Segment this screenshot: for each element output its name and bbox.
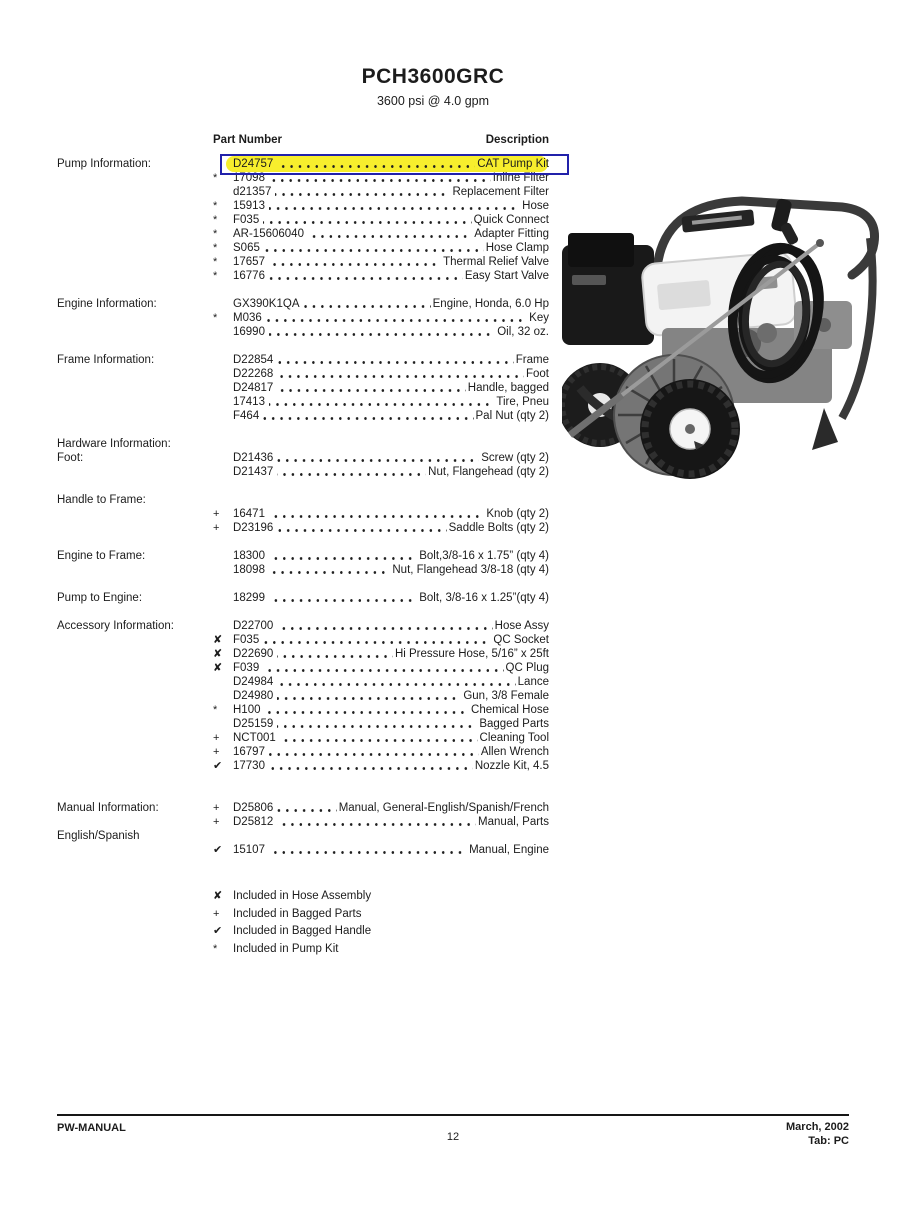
- part-row: [213, 717, 549, 731]
- part-row: [213, 171, 549, 185]
- part-description: Bolt, 3/8-16 x 1.25”(qty 4): [419, 592, 549, 604]
- part-row: [213, 703, 549, 717]
- dot-leader: [277, 165, 475, 168]
- part-number: GX390K1QA: [233, 298, 300, 310]
- section-rows: [213, 549, 549, 577]
- part-row: [213, 759, 549, 773]
- legend-row: [213, 942, 549, 960]
- dot-leader: [269, 515, 484, 518]
- part-row: [213, 395, 549, 409]
- part-number: M036: [233, 312, 262, 324]
- parts-section: [57, 493, 549, 535]
- section-label: Foot:: [57, 452, 84, 464]
- part-description: QC Plug: [505, 662, 549, 674]
- part-row: [213, 675, 549, 689]
- part-description: Nozzle Kit, 4.5: [474, 760, 549, 772]
- part-description: Gun, 3/8 Female: [463, 690, 549, 702]
- row-symbol: +: [213, 732, 220, 744]
- part-description: Hose Assy: [494, 620, 549, 632]
- part-description: Hose: [522, 200, 549, 212]
- dot-leader: [263, 417, 473, 420]
- parts-section: [57, 801, 549, 857]
- part-row: [213, 591, 549, 605]
- part-description: Engine, Honda, 6.0 Hp: [432, 298, 549, 310]
- part-description: Knob (qty 2): [486, 508, 549, 520]
- section-rows: [213, 591, 549, 605]
- part-row: [213, 465, 549, 479]
- parts-section: [57, 591, 549, 605]
- dot-leader: [277, 375, 524, 378]
- dot-leader: [277, 683, 515, 686]
- part-number: 18299: [233, 592, 265, 604]
- part-row: [213, 647, 549, 661]
- row-symbol: *: [213, 242, 218, 254]
- part-description: Easy Start Valve: [464, 270, 549, 282]
- section-label: Pump to Engine:: [57, 592, 143, 604]
- part-description: Adapter Fitting: [474, 228, 549, 240]
- part-number: H100: [233, 704, 261, 716]
- dot-leader: [264, 249, 484, 252]
- dot-leader: [269, 179, 491, 182]
- part-row: [213, 269, 549, 283]
- row-symbol: *: [213, 270, 218, 282]
- part-number: F039: [233, 662, 260, 674]
- dot-leader: [277, 627, 492, 630]
- part-number: D22268: [233, 368, 274, 380]
- dot-leader: [263, 669, 503, 672]
- part-description: Foot: [525, 368, 549, 380]
- part-number: 15913: [233, 200, 265, 212]
- row-symbol: +: [213, 522, 220, 534]
- part-row: [213, 409, 549, 423]
- part-number: 17730: [233, 760, 265, 772]
- support-foot: [812, 408, 838, 450]
- legend-text: Included in Hose Assembly: [233, 890, 372, 902]
- section-labels: [57, 493, 213, 535]
- dot-leader: [277, 809, 336, 812]
- part-description: Bagged Parts: [479, 718, 549, 730]
- part-row: [213, 311, 549, 325]
- column-description: Description: [485, 134, 549, 146]
- row-symbol: *: [213, 214, 218, 226]
- section-rows: [213, 493, 549, 535]
- part-description: Hose Clamp: [485, 242, 549, 254]
- part-description: Tire, Pneu: [496, 396, 549, 408]
- section-label: Manual Information:: [57, 802, 159, 814]
- section-label: Accessory Information:: [57, 620, 174, 632]
- part-row: [213, 325, 549, 339]
- part-number: D24980: [233, 690, 274, 702]
- legend-text: Included in Bagged Handle: [233, 925, 372, 937]
- dot-leader: [269, 599, 417, 602]
- row-symbol: ✔: [213, 760, 223, 772]
- pressure-washer-photo: [562, 183, 906, 483]
- footer-tab: Tab: PC: [808, 1135, 849, 1147]
- part-description: Quick Connect: [473, 214, 549, 226]
- table-header: [57, 133, 549, 147]
- section-rows: [213, 157, 549, 283]
- part-row: [213, 731, 549, 745]
- part-row: [213, 633, 549, 647]
- part-row: [213, 213, 549, 227]
- row-symbol: *: [213, 256, 218, 268]
- dot-leader: [265, 711, 470, 714]
- part-number: 16990: [233, 326, 265, 338]
- part-description: Replacement Filter: [452, 186, 549, 198]
- part-row: [213, 507, 549, 521]
- part-row: [213, 689, 549, 703]
- part-number: F035: [233, 214, 260, 226]
- part-number: 17413: [233, 396, 265, 408]
- legend-symbol: +: [213, 907, 220, 920]
- dot-leader: [277, 529, 446, 532]
- row-symbol: *: [213, 704, 218, 716]
- part-description: Hi Pressure Hose, 5/16” x 25ft: [394, 648, 549, 660]
- part-row: [213, 381, 549, 395]
- part-description: Lance: [517, 676, 549, 688]
- dot-leader: [277, 725, 477, 728]
- row-symbol: ✘: [213, 662, 223, 674]
- section-labels: [57, 549, 213, 577]
- part-description: CAT Pump Kit: [477, 158, 549, 170]
- spacer-row: [213, 437, 549, 451]
- part-row: [213, 367, 549, 381]
- part-row: [213, 353, 549, 367]
- part-row: [213, 661, 549, 675]
- parts-section: [57, 353, 549, 423]
- row-symbol: *: [213, 312, 218, 324]
- part-number: D25159: [233, 718, 274, 730]
- parts-table: [57, 133, 549, 959]
- part-description: Saddle Bolts (qty 2): [448, 522, 549, 534]
- legend-text: Included in Bagged Parts: [233, 907, 362, 920]
- part-description: Cleaning Tool: [479, 732, 549, 744]
- part-description: Key: [529, 312, 549, 324]
- part-number: NCT001: [233, 732, 276, 744]
- section-label: Pump Information:: [57, 158, 151, 170]
- legend-symbol: *: [213, 942, 218, 955]
- dot-leader: [280, 739, 478, 742]
- footer-date: March, 2002: [786, 1121, 849, 1133]
- row-symbol: +: [213, 508, 220, 520]
- section-labels: [57, 297, 213, 339]
- part-row: [213, 255, 549, 269]
- spacer-row: [213, 493, 549, 507]
- dot-leader: [303, 305, 430, 308]
- part-description: QC Socket: [493, 634, 549, 646]
- section-rows: [213, 801, 549, 857]
- dot-leader: [269, 753, 479, 756]
- part-number: 17657: [233, 256, 265, 268]
- part-number: 16471: [233, 508, 265, 520]
- part-row: [213, 619, 549, 633]
- dot-leader: [277, 459, 479, 462]
- part-number: D22854: [233, 354, 274, 366]
- parts-section: [57, 619, 549, 773]
- part-row: [213, 199, 549, 213]
- part-row: [213, 451, 549, 465]
- section-label: Engine Information:: [57, 298, 157, 310]
- part-description: Frame: [515, 354, 549, 366]
- section-label: Engine to Frame:: [57, 550, 146, 562]
- part-number: 16776: [233, 270, 265, 282]
- part-description: Oil, 32 oz.: [497, 326, 549, 338]
- page-number: 12: [446, 1131, 460, 1143]
- dot-leader: [277, 361, 513, 364]
- row-symbol: *: [213, 172, 218, 184]
- column-part-number: Part Number: [213, 134, 283, 146]
- part-number: 16797: [233, 746, 265, 758]
- part-number: D22690: [233, 648, 274, 660]
- page-subtitle: 3600 psi @ 4.0 gpm: [376, 94, 490, 108]
- part-row: [213, 801, 549, 815]
- legend-symbol: ✔: [213, 925, 223, 937]
- dot-leader: [269, 403, 494, 406]
- dot-leader: [269, 207, 520, 210]
- dot-leader: [277, 823, 476, 826]
- part-description: Manual, Parts: [478, 816, 549, 828]
- section-labels: [57, 437, 213, 479]
- dot-leader: [266, 319, 527, 322]
- front-wheel: [640, 379, 740, 479]
- section-label: [57, 815, 213, 829]
- section-labels: [57, 353, 213, 423]
- dot-leader: [277, 389, 465, 392]
- section-label: Frame Information:: [57, 354, 155, 366]
- section-labels: [57, 801, 213, 857]
- part-description: Manual, General-English/Spanish/French: [338, 802, 549, 814]
- legend-row: [213, 924, 549, 942]
- part-number: D24984: [233, 676, 274, 688]
- part-number: D23196: [233, 522, 274, 534]
- section-rows: [213, 297, 549, 339]
- part-row: [213, 815, 549, 829]
- parts-section: [57, 297, 549, 339]
- section-rows: [213, 619, 549, 773]
- section-label: Hardware Information:: [57, 438, 171, 450]
- dot-leader: [308, 235, 472, 238]
- row-symbol: ✘: [213, 648, 223, 660]
- page-title: PCH3600GRC: [361, 65, 505, 88]
- legend-text: Included in Pump Kit: [233, 942, 339, 955]
- dot-leader: [269, 767, 473, 770]
- footer-right-block: [786, 1120, 849, 1148]
- part-number: D24817: [233, 382, 274, 394]
- dot-leader: [269, 263, 441, 266]
- footer-rule: [57, 1114, 849, 1116]
- section-label: English/Spanish: [57, 830, 140, 842]
- part-row: [213, 549, 549, 563]
- part-row: [213, 563, 549, 577]
- part-row: [213, 227, 549, 241]
- part-description: Handle, bagged: [467, 382, 549, 394]
- part-row: [213, 843, 549, 857]
- dot-leader: [269, 851, 467, 854]
- dot-leader: [277, 655, 393, 658]
- part-number: AR-15606040: [233, 228, 304, 240]
- part-number: F464: [233, 410, 260, 422]
- dot-leader: [275, 193, 450, 196]
- row-symbol: ✘: [213, 634, 223, 646]
- section-rows: [213, 353, 549, 423]
- part-row: [213, 745, 549, 759]
- legend-row: [213, 889, 549, 907]
- section-labels: [57, 157, 213, 283]
- part-number: D21437: [233, 466, 274, 478]
- part-description: Chemical Hose: [471, 704, 549, 716]
- section-labels: [57, 591, 213, 605]
- part-description: Nut, Flangehead (qty 2): [428, 466, 549, 478]
- part-description: Manual, Engine: [469, 844, 549, 856]
- part-number: 18300: [233, 550, 265, 562]
- sections-container: [57, 157, 549, 857]
- dot-leader: [269, 277, 463, 280]
- part-description: Inline Filter: [492, 172, 549, 184]
- part-description: Screw (qty 2): [481, 452, 549, 464]
- part-row: [213, 297, 549, 311]
- row-symbol: *: [213, 228, 218, 240]
- part-row: [213, 185, 549, 199]
- spacer-row: [213, 829, 549, 843]
- part-number: D21436: [233, 452, 274, 464]
- part-number: d21357: [233, 186, 272, 198]
- dot-leader: [269, 333, 495, 336]
- parts-section: [57, 549, 549, 577]
- part-row: [213, 241, 549, 255]
- section-labels: [57, 619, 213, 773]
- dot-leader: [263, 641, 491, 644]
- part-number: D25812: [233, 816, 274, 828]
- parts-section: [57, 157, 549, 283]
- section-rows: [213, 437, 549, 479]
- dot-leader: [277, 697, 461, 700]
- part-description: Pal Nut (qty 2): [475, 410, 549, 422]
- legend-symbol: ✘: [213, 890, 223, 902]
- part-number: D24757: [233, 158, 274, 170]
- part-description: Thermal Relief Valve: [443, 256, 549, 268]
- legend-row: [213, 907, 549, 925]
- part-description: Nut, Flangehead 3/8-18 (qty 4): [392, 564, 549, 576]
- symbol-legend: [57, 889, 549, 959]
- footer-manual-name: PW-MANUAL: [57, 1122, 126, 1134]
- dot-leader: [269, 571, 390, 574]
- part-number: S065: [233, 242, 260, 254]
- row-symbol: *: [213, 200, 218, 212]
- parts-section: [57, 437, 549, 479]
- part-number: D22700: [233, 620, 274, 632]
- part-number: 17098: [233, 172, 265, 184]
- dot-leader: [263, 221, 471, 224]
- row-symbol: +: [213, 816, 220, 828]
- part-row: [213, 521, 549, 535]
- row-symbol: ✔: [213, 844, 223, 856]
- dot-leader: [269, 557, 417, 560]
- part-number: 15107: [233, 844, 265, 856]
- dot-leader: [277, 473, 426, 476]
- part-description: Bolt,3/8-16 x 1.75” (qty 4): [419, 550, 549, 562]
- row-symbol: +: [213, 802, 220, 814]
- part-number: 18098: [233, 564, 265, 576]
- section-label: Handle to Frame:: [57, 494, 146, 506]
- part-row: [213, 157, 549, 171]
- part-description: Allen Wrench: [480, 746, 549, 758]
- part-number: F035: [233, 634, 260, 646]
- row-symbol: +: [213, 746, 220, 758]
- part-number: D25806: [233, 802, 274, 814]
